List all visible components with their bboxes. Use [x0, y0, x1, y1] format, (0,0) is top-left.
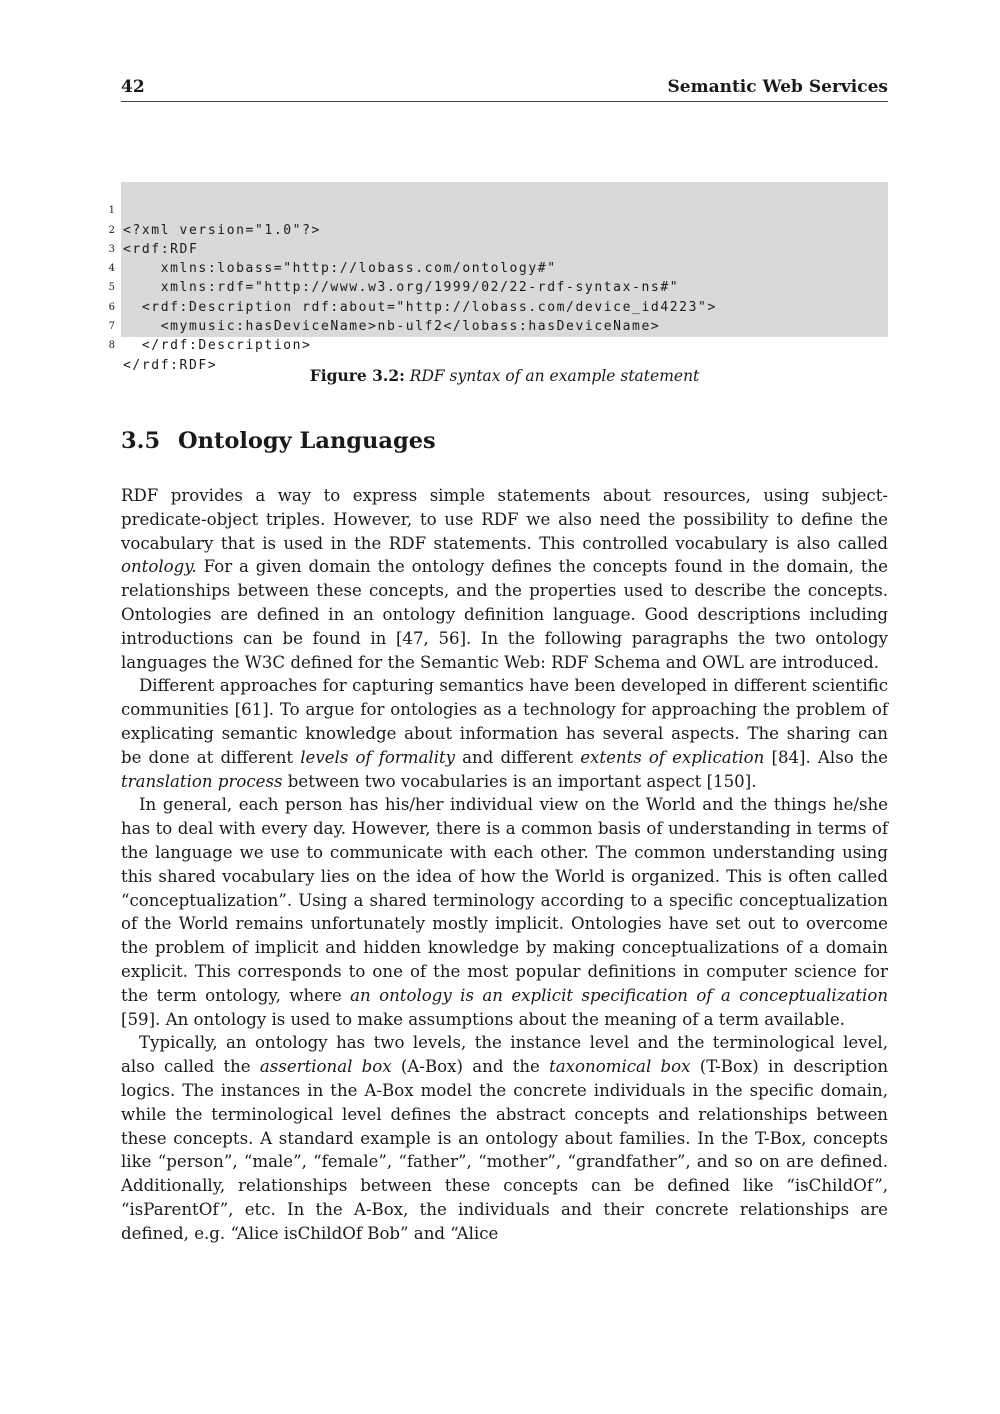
code-text: <?xml version="1.0"?> [123, 222, 321, 238]
text-run: In general, each person has his/her individual view on the World and the things he/she has to deal with every day. However, there is a common basis of understanding in terms of the language we use to communicate with each other. The common understanding using this shared vocabulary lies on the idea of how the World is organized. This is often called “conceptualization”. Using a shared terminology according to a specific conceptualization of the World remains unfortunately mostly implicit. Ontologies have set out to overcome the problem of implicit and hidden knowledge by making conceptualizations of a domain explicit. This corresponds to one of the most popular definitions in computer science for the term ontology, where [121, 795, 888, 1005]
line-number: 2 [108, 224, 115, 236]
paragraph [121, 793, 888, 1031]
emphasis: extents of explication [580, 747, 765, 767]
text-run: [59]. An ontology is used to make assumptions about the meaning of a term available. [121, 1009, 845, 1029]
running-title: Semantic Web Services [667, 77, 888, 97]
paragraph [121, 674, 888, 793]
line-number: 1 [108, 205, 115, 217]
emphasis: taxonomical box [549, 1057, 691, 1077]
code-text: xmlns:lobass="http://lobass.com/ontology#" [123, 261, 557, 277]
line-number: 7 [108, 321, 115, 333]
text-run: Different approaches for capturing semantics have been developed in different scientific communities [61]. To argue for ontologies as a technology for approaching the problem of explicating semantic knowledge about information has several aspects. The sharing can be done at different [121, 676, 888, 767]
text-run: [84]. Also the [764, 747, 888, 767]
text-run: between two vocabularies is an important aspect [150]. [282, 771, 757, 791]
emphasis: ontology. [121, 557, 197, 577]
text-run: and different [455, 747, 581, 767]
text-run: (T-Box) in description logics. The instances in the A-Box model the concrete individuals in the specific domain, while the terminological level defines the abstract concepts and relationships between these concepts. A standard example is an ontology about families. In the T-Box, concepts like “person”, “male”, “female”, “father”, “mother”, “grandfather”, and so on are defined. Additionally, relationships between these concepts can be defined like “isChildOf”, “isParentOf”, etc. In the A-Box, the individuals and their concrete relationships are defined, e.g. “Alice isChildOf Bob” and “Alice [121, 1057, 889, 1243]
figure-label: Figure 3.2: [309, 366, 405, 385]
section-title: Ontology Languages [178, 428, 436, 454]
emphasis: assertional box [259, 1057, 392, 1077]
line-number: 3 [108, 243, 115, 255]
page-header [121, 77, 888, 102]
code-text: <rdf:RDF [123, 241, 199, 257]
body-text [121, 484, 888, 1246]
figure-caption [121, 366, 888, 385]
text-run: For a given domain the ontology defines the concepts found in the domain, the relationships between these concepts, and the properties used to describe the concepts. Ontologies are defined in an ontology definition language. Good descriptions including introductions can be found in [47, 56]. In the following paragraphs the two ontology languages the W3C defined for the Semantic Web: RDF Schema and OWL are introduced. [121, 557, 888, 672]
paragraph [121, 484, 888, 674]
paragraph [121, 1031, 888, 1245]
code-text: <mymusic:hasDeviceName>nb-ulf2</lobass:hasDeviceName> [123, 319, 661, 335]
text-run: Typically, an ontology has two levels, the instance level and the terminological level, also called the [121, 1033, 888, 1077]
text-run: (A-Box) and the [391, 1057, 550, 1077]
figure-caption-text: RDF syntax of an example statement [409, 367, 700, 385]
page-number: 42 [121, 77, 145, 97]
code-text: </rdf:RDF> [123, 357, 218, 373]
emphasis: levels of formality [300, 747, 456, 767]
text-run: RDF provides a way to express simple statements about resources, using subject-predicate-object triples. However, to use RDF we also need the possibility to define the vocabulary that is used in the RDF statements. This controlled vocabulary is also called [121, 486, 888, 553]
emphasis: translation process [121, 771, 283, 791]
line-number: 8 [108, 340, 115, 352]
code-text: xmlns:rdf="http://www.w3.org/1999/02/22-rdf-syntax-ns#" [123, 280, 680, 296]
emphasis: an ontology is an explicit specification of a conceptualization [350, 985, 889, 1005]
code-line [108, 182, 888, 238]
code-text: <rdf:Description rdf:about="http://lobass.com/device_id4223"> [123, 299, 717, 315]
line-number: 6 [108, 301, 115, 313]
section-number: 3.5 [121, 428, 161, 454]
section-heading [121, 428, 436, 454]
code-text: </rdf:Description> [123, 338, 312, 354]
code-listing [108, 182, 888, 373]
line-number: 4 [108, 263, 115, 275]
line-number: 5 [108, 282, 115, 294]
